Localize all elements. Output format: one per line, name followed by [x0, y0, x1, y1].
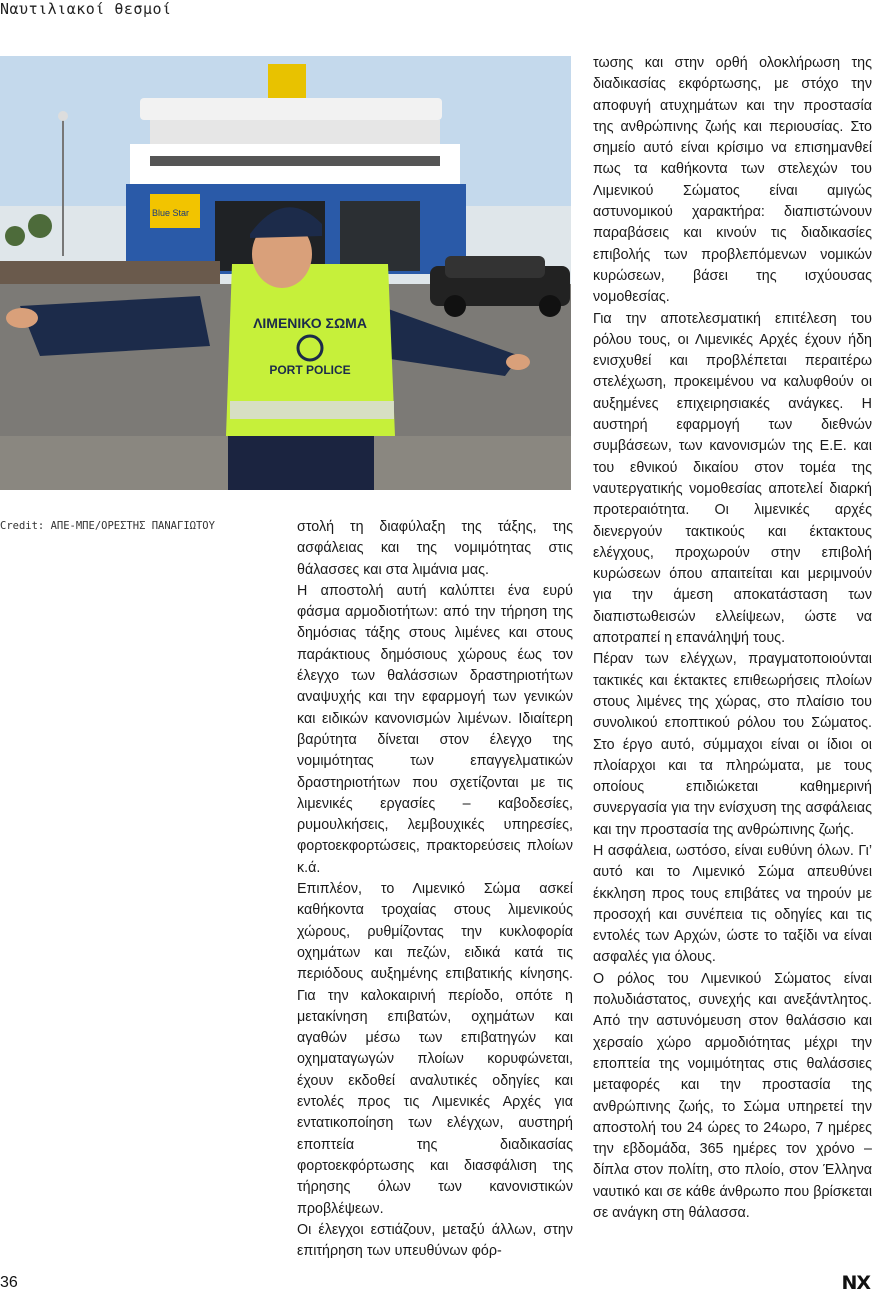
- brand-logo: NX: [841, 1272, 870, 1291]
- port-police-photo: [0, 56, 571, 490]
- paragraph: Για την αποτελεσματική επιτέλεση του ρόλου τους, οι Λιμενικές Αρχές έχουν ήδη ενισχυθεί και προβλέπεται περαιτέρω στελέχωση, προκειμένου να καλυφθούν οι αυξημένες επιχειρησιακές ανάγκες. Η αυστηρή εφαρμογή των διεθνών συμβάσεων, των κανονισμών της Ε.Ε. και του εθνικού δικαίου στον τομέα της ναυτεργατικής νομοθεσίας αποτελεί διαρκή προτεραιότητα. Οι λιμενικές αρχές διενεργούν τακτικούς και έκτακτους ελέγχους, προχωρούν στην επιβολή κυρώσεων όπου απαιτείται και μεριμνούν για την άμεση αποκατάσταση των διαπιστωθεισών ελλείψεων, ώστε να αποτραπεί η επανάληψή τους.: [593, 310, 872, 647]
- paragraph: Οι έλεγχοι εστιάζουν, μεταξύ άλλων, στην επιτήρηση των υπευθύνων φόρ-: [297, 1221, 573, 1260]
- running-header: Ναυτιλιακοί θεσμοί: [0, 0, 172, 18]
- page-number: 36: [0, 1274, 18, 1291]
- paragraph: Ο ρόλος του Λιμενικού Σώματος είναι πολυδιάστατος, συνεχής και ανεξάντλητος. Από την αστυνόμευση στον θαλάσσιο και χερσαίο χώρο αρμοδιότητας μέχρι την εποπτεία της νομιμότητας στις θαλάσσιες μεταφορές και την προστασία της ανθρώπινης ζωής, το Σώμα υπηρετεί την αποστολή του 24 ώρες το 24ωρο, 7 ημέρες την εβδομάδα, 365 ημέρες τον χρόνο – δίπλα στον πολίτη, στο πλοίο, στον Έλληνα ναυτικό και σε κάθε άνθρωπο που βρίσκεται σε ανάγκη στη θάλασσα.: [593, 970, 872, 1222]
- paragraph: στολή τη διαφύλαξη της τάξης, της ασφάλειας και της νομιμότητας στις θάλασσες και στα λιμάνια μας.: [297, 519, 573, 578]
- ship-sign: Blue Star: [152, 208, 190, 218]
- paragraph: Πέραν των ελέγχων, πραγματοποιούνται τακτικές και έκτακτες επιθεωρήσεις πλοίων στους λιμένες της χώρας, στο πλαίσιο του συνολικού εποπτικού ρόλου του Σώματος. Στο έργο αυτό, σύμμαχοι είναι οι ίδιοι οι πλοίαρχοι και τα πληρώματα, με τους οποίους επιδιώκεται καθημερινή συνεργασία για την ενίσχυση της ασφάλειας και την προστασία της ανθρώπινης ζωής.: [593, 651, 872, 838]
- photo-credit: Credit: ΑΠΕ-ΜΠΕ/ΟΡΕΣΤΗΣ ΠΑΝΑΓΙΩΤΟΥ: [0, 520, 215, 532]
- paragraph: τωσης και στην ορθή ολοκλήρωση της διαδικασίας εκφόρτωσης, με στόχο την αποφυγή ατυχημάτων και την προστασία της ανθρώπινης ζωής και περιουσίας. Στο σημείο αυτό είναι κρίσιμο να επισημανθεί πως τα καθήκοντα των στελεχών του Λιμενικού Σώματος είναι αμιγώς αστυνομικού χαρακτήρα: διαπιστώνουν παραβάσεις και κινούν τις διαδικασίες επιβολής των προβλεπόμενων νομικών κυρώσεων, βάσει της ισχύουσας νομοθεσίας.: [593, 55, 872, 306]
- paragraph: Η αποστολή αυτή καλύπτει ένα ευρύ φάσμα αρμοδιοτήτων: από την τήρηση της δημόσιας τάξης στους λιμένες και στους παράκτιους δημόσιους χώρους έως τον έλεγχο των θαλάσσιων δραστηριοτήτων αναψυχής και την εφαρμογή των γενικών και ειδικών κανονισμών λιμένων. Ιδιαίτερη βαρύτητα δίνεται στον έλεγχο της νομιμότητας των επαγγελματικών δραστηριοτήτων που σχετίζονται με τις λιμενικές εργασίες – καβοδεσίες, ρυμουλκήσεις, λεμβουχικές υπηρεσίες, φορτοεκφορτώσεις, πρακτορεύσεις πλοίων κ.ά.: [297, 582, 573, 876]
- article-column-left: [297, 517, 573, 1262]
- paragraph: Η ασφάλεια, ωστόσο, είναι ευθύνη όλων. Γι’ αυτό και το Λιμενικό Σώμα απευθύνει έκκληση προς τους επιβάτες να τηρούν με προσοχή και συνέπεια τις οδηγίες και τις εντολές των Αρχών, ώστε το ταξίδι να είναι ασφαλές για όλους.: [593, 842, 872, 966]
- article-column-right: [593, 53, 872, 1224]
- vest-text-bottom: PORT POLICE: [269, 363, 351, 377]
- paragraph: Επιπλέον, το Λιμενικό Σώμα ασκεί καθήκοντα τροχαίας στους λιμενικούς χώρους, ρυθμίζοντας την κυκλοφορία οχημάτων και πεζών, ειδικά κατά τις περιόδους αυξημένης επιβατικής κίνησης. Για την καλοκαιρινή περίοδο, οπότε η μετακίνηση επιβατών, οχημάτων και αγαθών μέσω των επιβατηγών και οχηματαγωγών πλοίων κορυφώνεται, έχουν εκδοθεί αναλυτικές οδηγίες και εντολές προς τις Λιμενικές Αρχές για εντατικοποίηση των ελέγχων, αυστηρή εποπτεία της διαδικασίας φορτοεκφόρτωσης και διασφάλιση της τήρησης όλων των κανονιστικών προβλέψεων.: [297, 881, 573, 1217]
- vest-text-top: ΛΙΜΕΝΙΚΟ ΣΩΜΑ: [253, 315, 367, 331]
